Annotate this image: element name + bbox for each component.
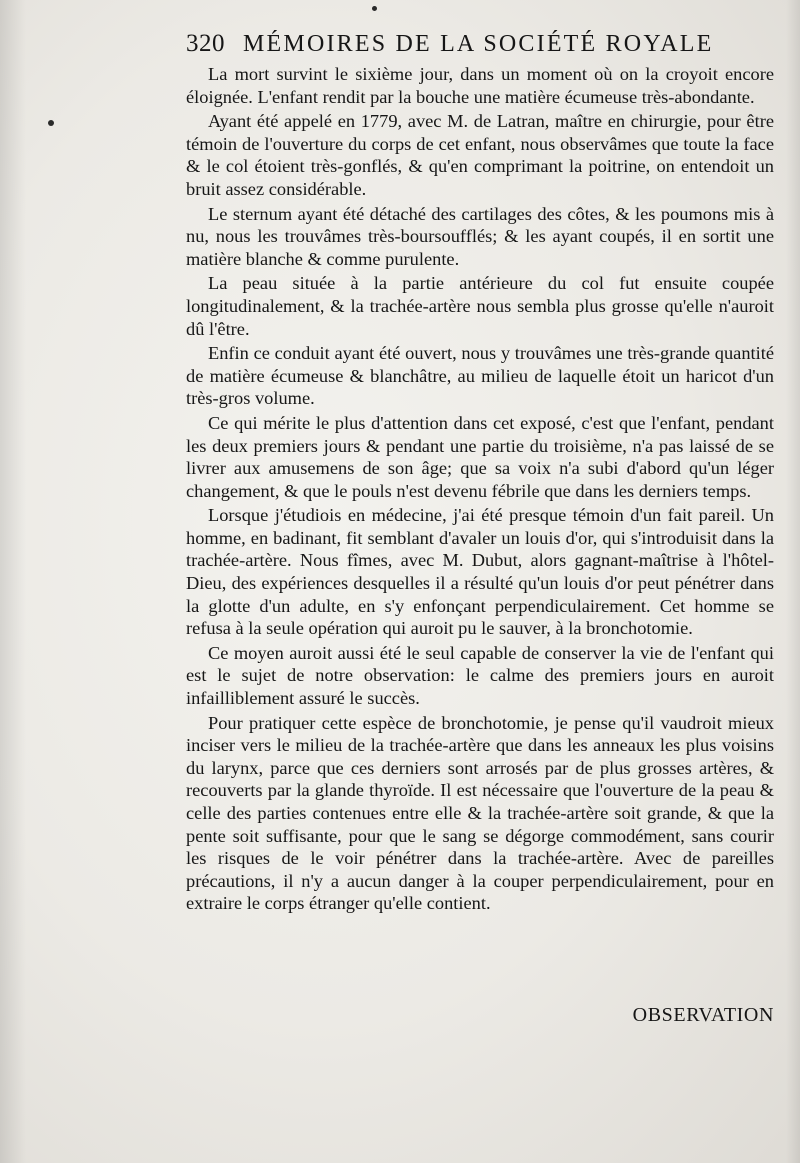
catchword: OBSERVATION bbox=[632, 1004, 774, 1026]
paragraph-remedy: Ce moyen auroit aussi été le seul capable de conserver la vie de l'enfant qui est le sujet de notre observation: le calme des premiers jours en auroit infailliblement assuré le succès. bbox=[186, 642, 774, 709]
running-title: MÉMOIRES DE LA SOCIÉTÉ ROYALE bbox=[243, 31, 714, 57]
running-header bbox=[186, 30, 726, 66]
ink-speck-top bbox=[372, 6, 377, 11]
paragraph-autopsy: Ayant été appelé en 1779, avec M. de Latran, maître en chirurgie, pour être témoin de l'ouverture du corps de cet enfant, nous observâmes que toute la face & le col étoient très-gonflés, & qu'en comprimant la poitrine, on entendoit un bruit assez considérable. bbox=[186, 111, 774, 199]
paragraph-sternum: Le sternum ayant été détaché des cartilages des côtes, & les poumons mis à nu, nous les trouvâmes très-boursoufflés; & les ayant coupés, il en sortit une matière blanche & comme purulente. bbox=[186, 203, 774, 269]
ink-speck-left bbox=[48, 120, 54, 126]
paragraph-death: La mort survint le sixième jour, dans un moment où on la croyoit encore éloignée. L'enfant rendit par la bouche une matière écumeuse très-abondante. bbox=[186, 64, 774, 107]
body-text bbox=[186, 63, 774, 917]
paragraph-attention: Ce qui mérite le plus d'attention dans cet exposé, c'est que l'enfant, pendant les deux premiers jours & pendant une partie du troisième, n'a pas laissé de se livrer aux amusemens de son âge; que sa voix n'a subi d'abord qu'un léger changement, & que le pouls n'est devenu fébrile que dans les derniers temps. bbox=[186, 412, 774, 501]
paragraph-bean-found: Enfin ce conduit ayant été ouvert, nous y trouvâmes une très-grande quantité de matière écumeuse & blanchâtre, au milieu de laquelle étoit un haricot d'un très-gros volume. bbox=[186, 343, 774, 409]
paragraph-louis-dor: Lorsque j'étudiois en médecine, j'ai été presque témoin d'un fait pareil. Un homme, en badinant, fit semblant d'avaler un louis d'or, qui s'introduisit dans la trachée-artère. Nous fîmes, avec M. Dubut, alors gagnant-maîtrise à l'hôtel-Dieu, des expériences desquelles il a résulté qu'un louis d'or peut pénétrer dans la glotte d'un adulte, en s'y enfonçant perpendiculairement. Cet homme se refusa à la seule opération qui auroit pu le sauver, à la bronchotomie. bbox=[186, 505, 774, 639]
page-number: 320 bbox=[186, 30, 225, 57]
paragraph-bronchotomy: Pour pratiquer cette espèce de bronchotomie, je pense qu'il vaudroit mieux inciser vers le milieu de la trachée-artère que dans les anneaux les plus voisins du larynx, parce que ces derniers sont arrosés par de plus grosses artères, & recouverts par la glande thyroïde. Il est nécessaire que l'ouverture de la peau & celle des parties contenues entre elle & la trachée-artère soit grande, & que la pente soit suffisante, pour que le sang se dégorge commodément, sans courir les risques de le voir pénétrer dans la trachée-artère. Avec de pareilles précautions, il n'y a aucun danger à la couper perpendiculairement, pour en extraire le corps étranger qu'elle contient. bbox=[186, 712, 774, 914]
paragraph-neck-incision: La peau située à la partie antérieure du col fut ensuite coupée longitudinalement, & la trachée-artère nous sembla plus grosse qu'elle n'auroit dû l'être. bbox=[186, 273, 774, 339]
